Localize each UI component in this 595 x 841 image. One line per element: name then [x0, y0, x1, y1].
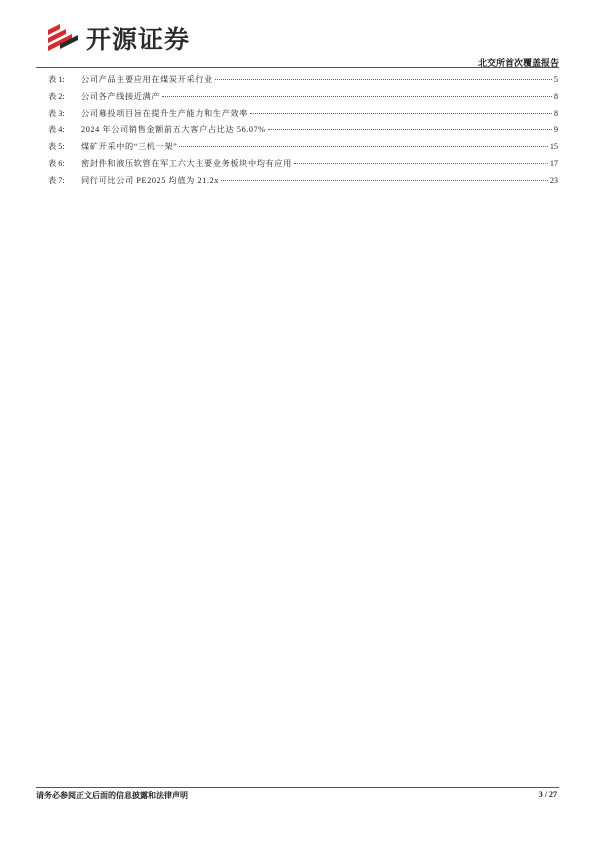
toc-leader	[162, 96, 552, 97]
toc-entry-page: 8	[553, 108, 558, 118]
brand-logo-icon	[46, 22, 80, 54]
toc-entry[interactable]	[48, 124, 558, 141]
toc-entry-label: 表 5:	[48, 142, 65, 152]
brand-name: 开源证券	[86, 25, 191, 54]
toc-entry-page: 17	[549, 158, 558, 168]
toc-entry-title[interactable]: 公司募投项目旨在提升生产能力和生产效率	[81, 108, 248, 118]
toc-entry-label: 表 3:	[48, 108, 65, 118]
toc-leader	[294, 163, 548, 164]
toc-entry-page: 9	[553, 125, 558, 135]
toc-leader	[250, 113, 552, 114]
toc-entry[interactable]	[48, 141, 558, 158]
toc-entry-title[interactable]: 公司各产线接近满产	[81, 91, 161, 101]
toc-entry-label: 表 6:	[48, 158, 65, 168]
toc-entry-label: 表 7:	[48, 175, 65, 185]
toc-entry[interactable]	[48, 74, 558, 91]
toc-entry[interactable]	[48, 108, 558, 125]
toc-leader	[221, 180, 548, 181]
toc-entry-page: 8	[553, 91, 558, 101]
footer-divider	[36, 787, 559, 788]
footer-disclaimer: 请务必参阅正文后面的信息披露和法律声明	[36, 791, 188, 800]
table-of-tables	[48, 74, 558, 192]
toc-entry-title[interactable]: 同行可比公司 PE2025 均值为 21.2x	[81, 175, 219, 185]
toc-entry-title[interactable]: 公司产品主要应用在煤炭开采行业	[81, 75, 213, 84]
toc-entry-title[interactable]: 密封件和液压软管在军工六大主要业务板块中均有应用	[81, 158, 292, 168]
toc-entry-page: 15	[549, 142, 558, 152]
toc-entry-page: 23	[549, 175, 558, 185]
toc-leader	[179, 146, 547, 147]
toc-entry-label: 表 2:	[48, 91, 65, 101]
toc-entry-title[interactable]: 煤矿开采中的“三机一架”	[81, 142, 178, 152]
page-header	[0, 0, 595, 68]
toc-entry[interactable]	[48, 158, 558, 175]
report-type: 北交所首次覆盖报告	[477, 58, 559, 68]
toc-leader	[215, 79, 552, 80]
header-divider	[36, 67, 559, 68]
toc-leader	[268, 129, 552, 130]
toc-entry[interactable]	[48, 175, 558, 192]
toc-entry-page: 5	[553, 75, 558, 84]
toc-entry-label: 表 1:	[48, 75, 65, 84]
toc-entry-label: 表 4:	[48, 125, 65, 135]
toc-entry[interactable]	[48, 91, 558, 108]
page-number: 3 / 27	[538, 790, 557, 799]
brand-logo	[46, 20, 190, 56]
toc-entry-title[interactable]: 2024 年公司销售金额前五大客户占比达 56.07%	[81, 125, 266, 135]
